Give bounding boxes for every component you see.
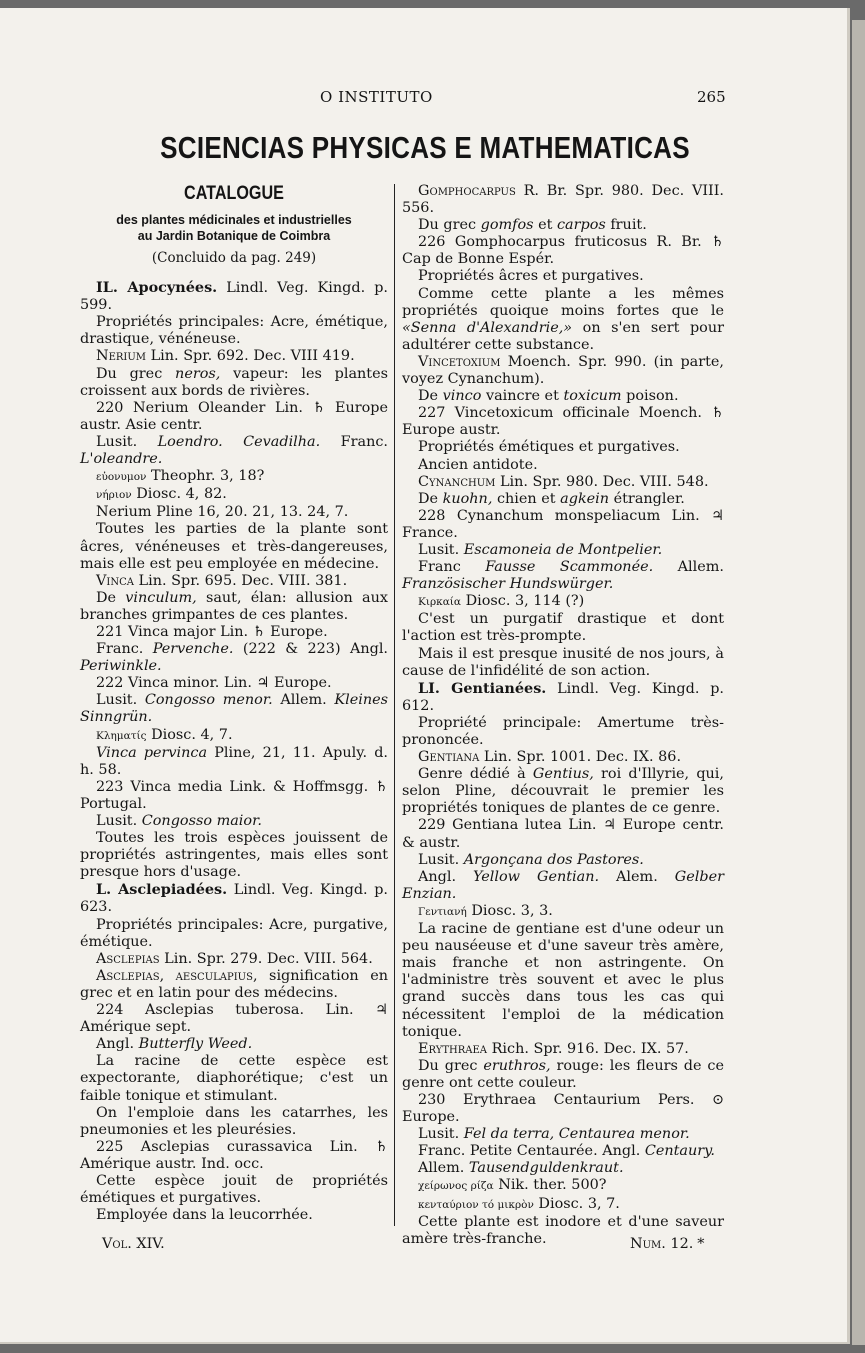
vernacular-names: Angl. Butterfly Weed. [96,1036,253,1053]
column-divider [394,184,395,1226]
reference: εὐονυμον Theophr. 3, 18? [96,468,265,485]
page-number: 265 [697,88,726,106]
paragraph: Cette espèce jouit de propriétés émétiques et purgatives. [80,1172,388,1207]
continued-note: (Concluido da pag. 249) [151,250,317,266]
vernacular-names: Franc. Pervenche. (222 & 223) Angl. Periwinkle. [80,641,388,675]
vernacular-names: Allem. Tausendguldenkraut. [418,1160,624,1177]
paragraph: Genre dédié à Gentius, roi d'Illyrie, qui, selon Pline, découvrait le premier les propriétés toniques de plantes de ce genre. [402,766,724,817]
vernacular-names: Lusit. Congosso maior. [96,813,262,829]
paragraph: Propriété principale: Amertume très-prononcée. [402,714,724,748]
catalogue-title: CATALOGUE [184,183,284,204]
genus-entry: Gomphocarpus R. Br. Spr. 980. Dec. VIII. 556. [402,183,724,217]
species-entry: 224 Asclepias tuberosa. Lin. ♃ Amérique sept. [80,1002,388,1036]
family-heading: IL. Apocynées. Lindl. Veg. Kingd. p. 599. [80,279,388,314]
paragraph: Propriétés principales: Acre, émétique, drastique, vénéneuse. [80,314,388,348]
reference: Κιρκαία Diosc. 3, 114 (?) [418,593,585,610]
family-heading: LI. Gentianées. Lindl. Veg. Kingd. p. 612. [402,679,724,714]
species-entry: 223 Vinca media Link. & Hoffmsgg. ♄ Portugal. [80,778,388,812]
reference: κενταύριον τό μικρὸν Diosc. 3, 7. [418,1195,620,1212]
vernacular-names: Lusit. Argonçana dos Pastores. [418,851,644,868]
journal-name: O INSTITUTO [320,88,433,106]
species-entry: 225 Asclepias curassavica Lin. ♄ Amérique austr. Ind. occ. [80,1138,388,1172]
genus-entry: Erythraea Rich. Spr. 916. Dec. IX. 57. [418,1040,689,1057]
running-head [0,88,850,112]
species-entry: 229 Gentiana lutea Lin. ♃ Europe centr. & austr. [402,817,724,851]
species-entry: 226 Gomphocarpus fruticosus R. Br. ♄ Cap de Bonne Espér. [402,234,724,268]
catalogue-subtitle-line: des plantes médicinales et industrielles [116,213,352,227]
vernacular-names: Lusit. Congosso menor. Allem. Kleines Sinngrün. [80,692,388,726]
genus-entry: Asclepias Lin. Spr. 279. Dec. VIII. 564. [96,950,373,967]
reference: Κληματίς Diosc. 4, 7. [96,726,233,743]
paragraph: La racine de gentiane est d'une odeur un peu nauséeuse et d'une saveur très amère, mais franche et non astringente. On l'administre très souvent et avec le plus grand succès dans tous les cas qui nécessitent l'emploi de la médication tonique. [402,921,724,1040]
vernacular-names: Franc. Petite Centaurée. Angl. Centaury. [418,1143,715,1160]
paragraph: Propriétés âcres et purgatives. [418,268,644,285]
species-entry: 222 Vinca minor. Lin. ♃ Europe. [96,675,332,692]
paragraph: Toutes les trois espèces jouissent de propriétés astringentes, mais elles sont presque hors d'usage. [80,830,388,881]
page-footer [0,1236,850,1256]
reference: Nerium Pline 16, 20. 21, 13. 24, 7. [96,504,349,521]
paragraph: Du grec eruthros, rouge: les fleurs de ce genre ont cette couleur. [402,1057,725,1091]
paragraph: La racine de cette espèce est expectorante, diaphorétique; c'est un faible tonique et stimulant. [80,1053,388,1104]
family-heading: L. Asclepiadées. Lindl. Veg. Kingd. p. 623. [80,881,388,916]
genus-entry: Cynanchum Lin. Spr. 980. Dec. VIII. 548. [418,473,709,490]
vernacular-names: Lusit. Fel da terra, Centaurea menor. [418,1126,690,1143]
genus-entry: Gentiana Lin. Spr. 1001. Dec. IX. 86. [418,749,682,766]
volume-label: Vol. XIV. [102,1236,165,1252]
paragraph: De kuohn, chien et agkein étrangler. [418,490,685,507]
species-entry: 228 Cynanchum monspeliacum Lin. ♃ France. [402,507,724,541]
species-entry: 227 Vincetoxicum officinale Moench. ♄ Europe austr. [402,405,724,439]
vernacular-names: Lusit. Escamoneia de Montpelier. [418,541,663,558]
reference: Vinca pervinca Pline, 21, 11. Apuly. d. h. 58. [80,744,388,778]
paragraph: De vinculum, saut, élan: allusion aux branches grimpantes de ces plantes. [80,589,388,623]
paragraph: De vinco vaincre et toxicum poison. [418,388,679,405]
reference: Γεντιανή Diosc. 3, 3. [418,902,553,919]
genus-entry: Vinca Lin. Spr. 695. Dec. VIII. 381. [96,572,348,589]
reference: νήριον Diosc. 4, 82. [96,486,227,503]
signature-mark: * [697,1236,705,1252]
vernacular-names: Franc Fausse Scammonée. Allem. Französischer Hundswürger. [402,559,724,593]
right-column [402,183,724,1248]
paragraph: Comme cette plante a les mêmes propriétés quoique moins fortes que le «Senna d'Alexandrie,» on s'en sert pour adultérer cette substance. [402,285,724,353]
vernacular-names: Lusit. Loendro. Cevadilha. Franc. L'oleandre. [80,433,389,468]
catalogue-subtitle [80,213,388,244]
paragraph: Ancien antidote. [418,456,538,473]
paragraph: Du grec neros, vapeur: les plantes croissent aux bords de rivières. [80,365,388,399]
reference: χείρωνος ρίζα Nik. ther. 500? [418,1177,607,1194]
left-column [80,183,388,1224]
genus-entry: Vincetoxium Moench. Spr. 990. (in parte, voyez Cynanchum). [402,353,724,388]
species-entry: 230 Erythraea Centaurium Pers. ⊙ Europe. [402,1091,724,1126]
paragraph: Propriétés émétiques et purgatives. [418,439,680,456]
genus-entry: Nerium Lin. Spr. 692. Dec. VIII 419. [96,348,355,365]
book-edge [852,20,865,1345]
catalogue-subtitle-line: au Jardin Botanique de Coimbra [137,228,331,243]
paragraph: Du grec gomfos et carpos fruit. [418,217,647,234]
paragraph: Toutes les parties de la plante sont âcres, vénéneuses et très-dangereuses, mais elle est peu employée en médecine. [80,521,388,572]
paragraph: Asclepias, aesculapius, signification en grec et en latin pour des médecins. [80,967,388,1001]
paragraph: On l'emploie dans les catarrhes, les pneumonies et les pleurésies. [80,1104,388,1138]
section-title: SCIENCIAS PHYSICAS E MATHEMATICAS [160,130,690,165]
paragraph: Mais il est presque inusité de nos jours, à cause de l'infidélité de son action. [402,645,724,679]
species-entry: 221 Vinca major Lin. ♄ Europe. [96,623,328,640]
vernacular-names: Angl. Yellow Gentian. Alem. Gelber Enzian. [402,868,724,902]
species-entry: 220 Nerium Oleander Lin. ♄ Europe austr. Asie centr. [80,399,388,433]
issue-number: Num. 12. * [630,1236,705,1252]
paragraph: C'est un purgatif drastique et dont l'action est très-prompte. [402,611,724,645]
paragraph: Cette plante est inodore et d'une saveur amère très-franche. [402,1213,724,1247]
paragraph: Employée dans la leucorrhée. [96,1207,313,1224]
document-page [0,8,850,1344]
paragraph: Propriétés principales: Acre, purgative, émétique. [80,916,388,950]
